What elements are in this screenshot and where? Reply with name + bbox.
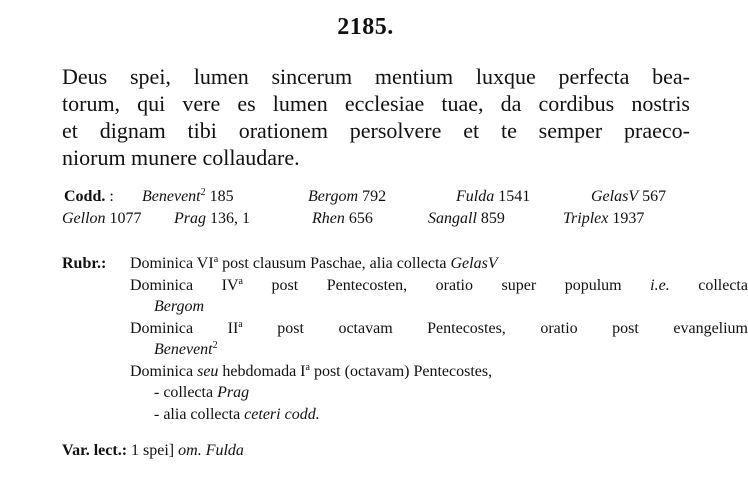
prayer-line: niorum munere collaudare. (62, 145, 300, 170)
codex-entry: Prag 136, 1 (174, 210, 250, 227)
codex-entry: Sangall 859 (428, 210, 505, 227)
codex-entry: GelasV 567 (591, 188, 667, 205)
codex-entry: Triplex 1937 (563, 210, 645, 227)
codex-entry: Gellon 1077 (62, 210, 142, 227)
rubric-entry: Dominica $IV^a$ post Pentecosten, oratio super populum i.e. collecta Bergom (130, 275, 748, 315)
codex-entry: Fulda 1541 (456, 188, 531, 205)
prayer-line: Deus spei, lumen sincerum mentium luxque perfecta bea- (62, 64, 690, 89)
variant-readings: Var. lect.: 1 spei] om. Fulda (62, 442, 244, 459)
rubric-entry: Rubr.: Dominica $VI^a$ post clausum Paschae, alia collecta GelasV (62, 253, 702, 275)
codices-label: Codd. : (64, 188, 114, 205)
rubrics (62, 253, 748, 425)
prayer-line: torum, qui vere es lumen ecclesiae tuae, da cordibus nostris (62, 91, 690, 116)
codex-entry: Benevent$^2$ 185 (142, 187, 234, 205)
rubric-entry: Dominica seu hebdomada $I^a$ post (octavam) Pentecostes, - collecta Prag - alia collecta ceteri codd. (130, 361, 493, 423)
codex-entry: Bergom 792 (308, 188, 387, 205)
codex-entry: Rhen 656 (312, 210, 373, 227)
prayer-line: et dignam tibi orationem persolvere et te semper praeco- (62, 118, 690, 143)
prayer-number: 2185. (337, 14, 394, 40)
rubric-entry: Dominica $II^a$ post octavam Pentecostes, oratio post evangelium Benevent$^2$ (130, 318, 748, 358)
rubrics-label: Rubr.: (62, 255, 107, 272)
variant-label: Var. lect.: (62, 442, 128, 459)
prayer-text (62, 63, 690, 171)
